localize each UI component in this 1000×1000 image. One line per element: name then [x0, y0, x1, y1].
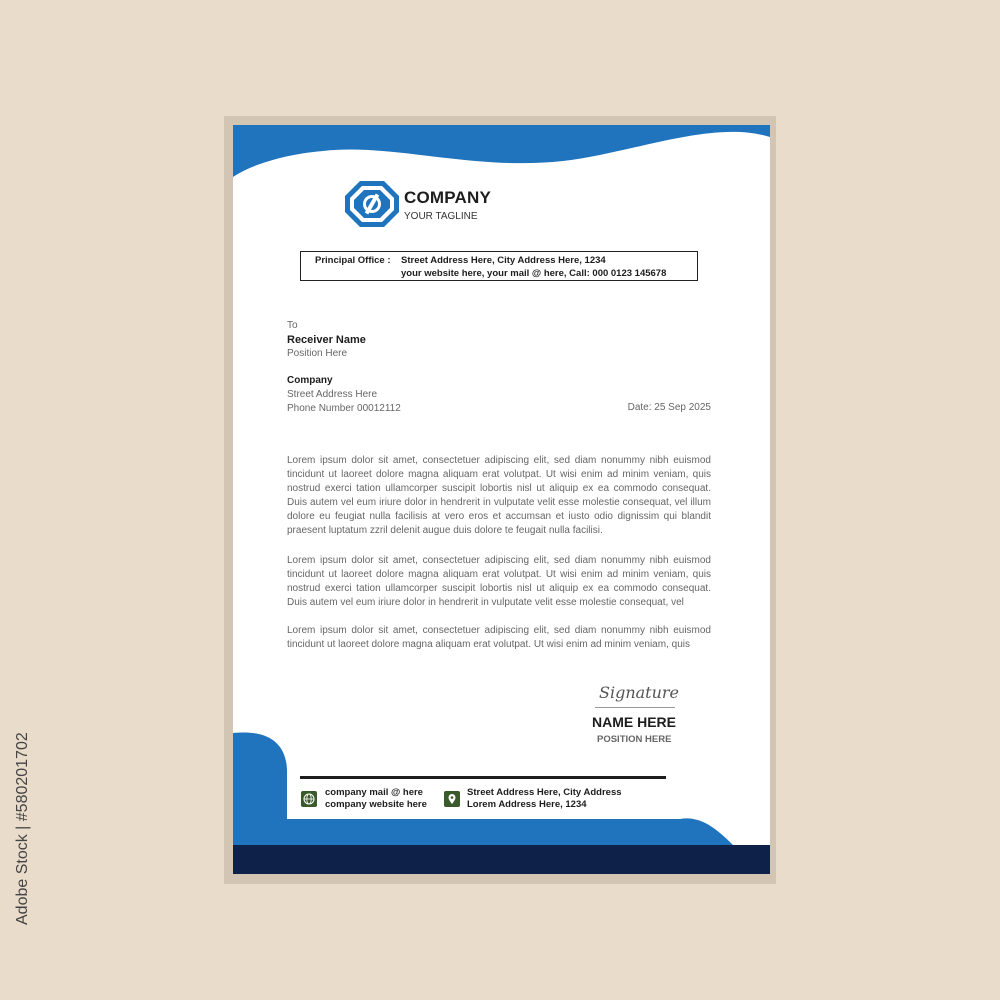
footer-address-line-1: Street Address Here, City Address	[467, 787, 622, 798]
signer-position: POSITION HERE	[597, 734, 672, 745]
company-tagline: YOUR TAGLINE	[404, 211, 478, 222]
office-contact-line: your website here, your mail @ here, Call: 000 0123 145678	[401, 268, 667, 279]
company-name: COMPANY	[404, 188, 492, 207]
recipient-block	[287, 319, 366, 361]
letterhead-page	[233, 125, 770, 874]
signature-script: Signature	[599, 683, 680, 702]
footer-contact	[325, 787, 427, 811]
footer-address	[467, 787, 622, 811]
sender-street: Street Address Here	[287, 389, 378, 400]
to-label: To	[287, 320, 298, 331]
sender-company: Company	[287, 375, 333, 386]
sender-phone: Phone Number 00012112	[287, 403, 401, 414]
letter-date: Date: 25 Sep 2025	[627, 402, 711, 413]
signature-line	[595, 707, 675, 708]
office-address-line: Street Address Here, City Address Here, 1234	[401, 255, 606, 266]
body-paragraph-2: Lorem ipsum dolor sit amet, consectetuer adipiscing elit, sed diam nonummy nibh euismod tincidunt ut laoreet dolore magna aliquam erat volutpat. Ut wisi enim ad minim veniam, quis nostrud exerci tation ullamcorper suscipit lobortis nisl ut aliquip ex ea commodo consequat. Duis autem vel eum iriure dolor in hendrerit in vulputate velit esse molestie consequat, vel	[287, 555, 711, 609]
body-paragraph-3: Lorem ipsum dolor sit amet, consectetuer adipiscing elit, sed diam nonummy nibh euismod tincidunt ut laoreet dolore magna aliquam erat volutpat. Ut wisi enim ad minim veniam, quis	[287, 625, 711, 651]
map-pin-icon	[444, 791, 460, 807]
footer-mail: company mail @ here	[325, 787, 423, 798]
body-paragraph-1: Lorem ipsum dolor sit amet, consectetuer adipiscing elit, sed diam nonummy nibh euismod tincidunt ut laoreet dolore magna aliquam erat volutpat. Ut wisi enim ad minim veniam, quis nostrud exerci tation ullamcorper suscipit lobortis nisl ut aliquip ex ea commodo consequat. Duis autem vel eum iriure dolor in hendrerit in vulputate velit esse molestie consequat, vel illum dolore eu feugiat nulla facilisis at vero eros et accumsan et iusto odio dignissim qui blandit praesent luptatum zzril delenit augue duis dolore te feugait nulla facilisi.	[287, 455, 711, 537]
stock-id-label	[14, 732, 34, 925]
office-label: Principal Office :	[315, 255, 391, 266]
globe-icon	[301, 791, 317, 807]
sender-block	[287, 374, 401, 416]
footer-divider	[300, 776, 666, 779]
principal-office-box	[300, 251, 698, 281]
company-logo-icon	[344, 180, 400, 228]
receiver-name: Receiver Name	[287, 334, 366, 346]
receiver-position: Position Here	[287, 348, 348, 359]
stock-id-text: Adobe Stock | #580201702	[14, 732, 31, 925]
footer-website: company website here	[325, 799, 427, 810]
signer-name: NAME HERE	[592, 714, 677, 730]
footer-address-line-2: Lorem Address Here, 1234	[467, 799, 587, 810]
